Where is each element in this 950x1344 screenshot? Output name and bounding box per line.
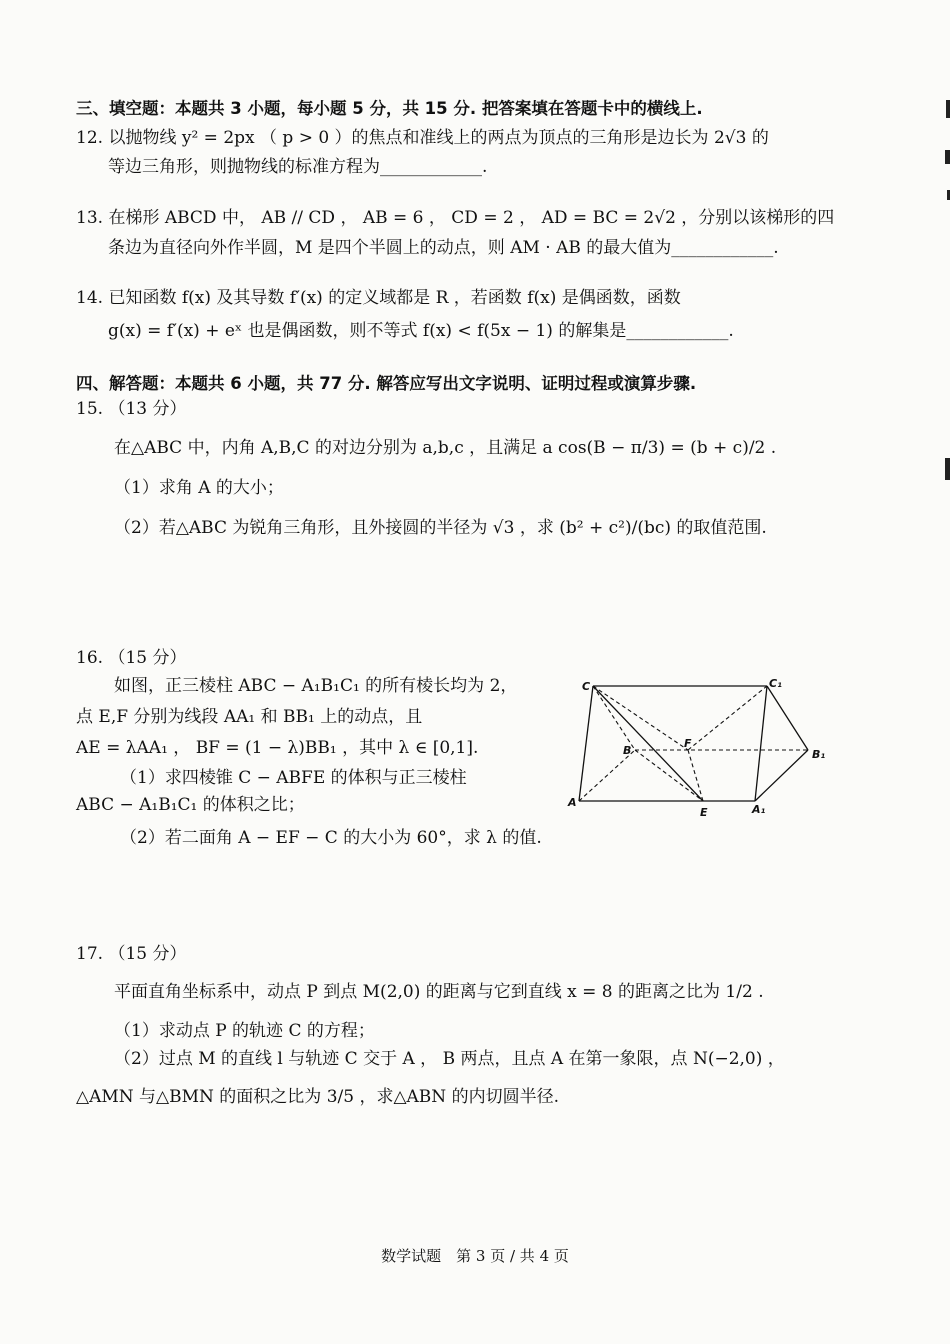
- label-E: E: [700, 806, 708, 819]
- label-C: C: [582, 680, 591, 693]
- prism-figure: [560, 670, 840, 820]
- q14-line-1: 14. 已知函数 f(x) 及其导数 f′(x) 的定义域都是 R ，若函数 f(x) 是偶函数，函数: [76, 288, 681, 308]
- q16-line-2: 点 E,F 分别为线段 AA₁ 和 BB₁ 上的动点，且: [76, 707, 423, 727]
- q16-line-1: 如图，正三棱柱 ABC − A₁B₁C₁ 的所有棱长均为 2，: [114, 676, 518, 696]
- edge-mark: [945, 458, 950, 480]
- q17-part-2a: （2）过点 M 的直线 l 与轨迹 C 交于 A ， B 两点，且点 A 在第一象限，点 N(−2,0) ，: [114, 1049, 785, 1069]
- q15-stem: 在△ABC 中，内角 A,B,C 的对边分别为 a,b,c ，且满足 a cos(B − π/3) = (b + c)/2 .: [114, 438, 777, 458]
- q17-part-2b: △AMN 与△BMN 的面积之比为 3/5 ，求△ABN 的内切圆半径.: [76, 1087, 559, 1107]
- edge-mark: [945, 150, 950, 164]
- label-F: F: [684, 737, 692, 750]
- q16-title: 16. （15 分）: [76, 648, 187, 668]
- q15-part-2: （2）若△ABC 为锐角三角形，且外接圆的半径为 √3 ，求 (b² + c²)/(bc) 的取值范围.: [114, 518, 767, 538]
- page-footer: 数学试题 第 3 页 / 共 4 页: [381, 1247, 569, 1265]
- section-3-heading: 三、填空题：本题共 3 小题，每小题 5 分，共 15 分. 把答案填在答题卡中的横线上.: [76, 99, 703, 118]
- q13-line-2: 条边为直径向外作半圆，M 是四个半圆上的动点，则 AM · AB 的最大值为____________.: [108, 238, 779, 258]
- q17-title: 17. （15 分）: [76, 944, 187, 964]
- q14-line-2: g(x) = f′(x) + eˣ 也是偶函数，则不等式 f(x) < f(5x − 1) 的解集是____________.: [108, 321, 734, 341]
- q17-part-1: （1）求动点 P 的轨迹 C 的方程；: [114, 1021, 375, 1041]
- section-4-heading: 四、解答题：本题共 6 小题，共 77 分. 解答应写出文字说明、证明过程或演算步骤.: [76, 374, 697, 393]
- edge-mark: [946, 100, 950, 118]
- label-A1: A₁: [752, 803, 766, 816]
- q15-part-1: （1）求角 A 的大小；: [114, 478, 284, 498]
- q16-part-1b: ABC − A₁B₁C₁ 的体积之比；: [76, 795, 305, 815]
- label-C1: C₁: [769, 677, 782, 690]
- q12-line-1: 12. 以抛物线 y² = 2px （ p > 0 ）的焦点和准线上的两点为顶点的三角形是边长为 2√3 的: [76, 128, 769, 148]
- q16-part-1a: （1）求四棱锥 C − ABFE 的体积与正三棱柱: [120, 768, 467, 788]
- q12-line-2: 等边三角形，则抛物线的标准方程为____________.: [108, 157, 488, 177]
- label-B: B: [623, 744, 632, 757]
- label-B1: B₁: [812, 748, 826, 761]
- label-A: A: [568, 796, 577, 809]
- q16-part-2: （2）若二面角 A − EF − C 的大小为 60°，求 λ 的值.: [120, 828, 542, 848]
- q15-title: 15. （13 分）: [76, 399, 187, 419]
- q16-line-3: AE = λAA₁ ， BF = (1 − λ)BB₁ ，其中 λ ∈ [0,1].: [76, 738, 479, 758]
- q17-stem: 平面直角坐标系中，动点 P 到点 M(2,0) 的距离与它到直线 x = 8 的距离之比为 1/2 .: [114, 982, 764, 1002]
- q13-line-1: 13. 在梯形 ABCD 中， AB // CD ， AB = 6 ， CD = 2 ， AD = BC = 2√2 ，分别以该梯形的四: [76, 208, 835, 228]
